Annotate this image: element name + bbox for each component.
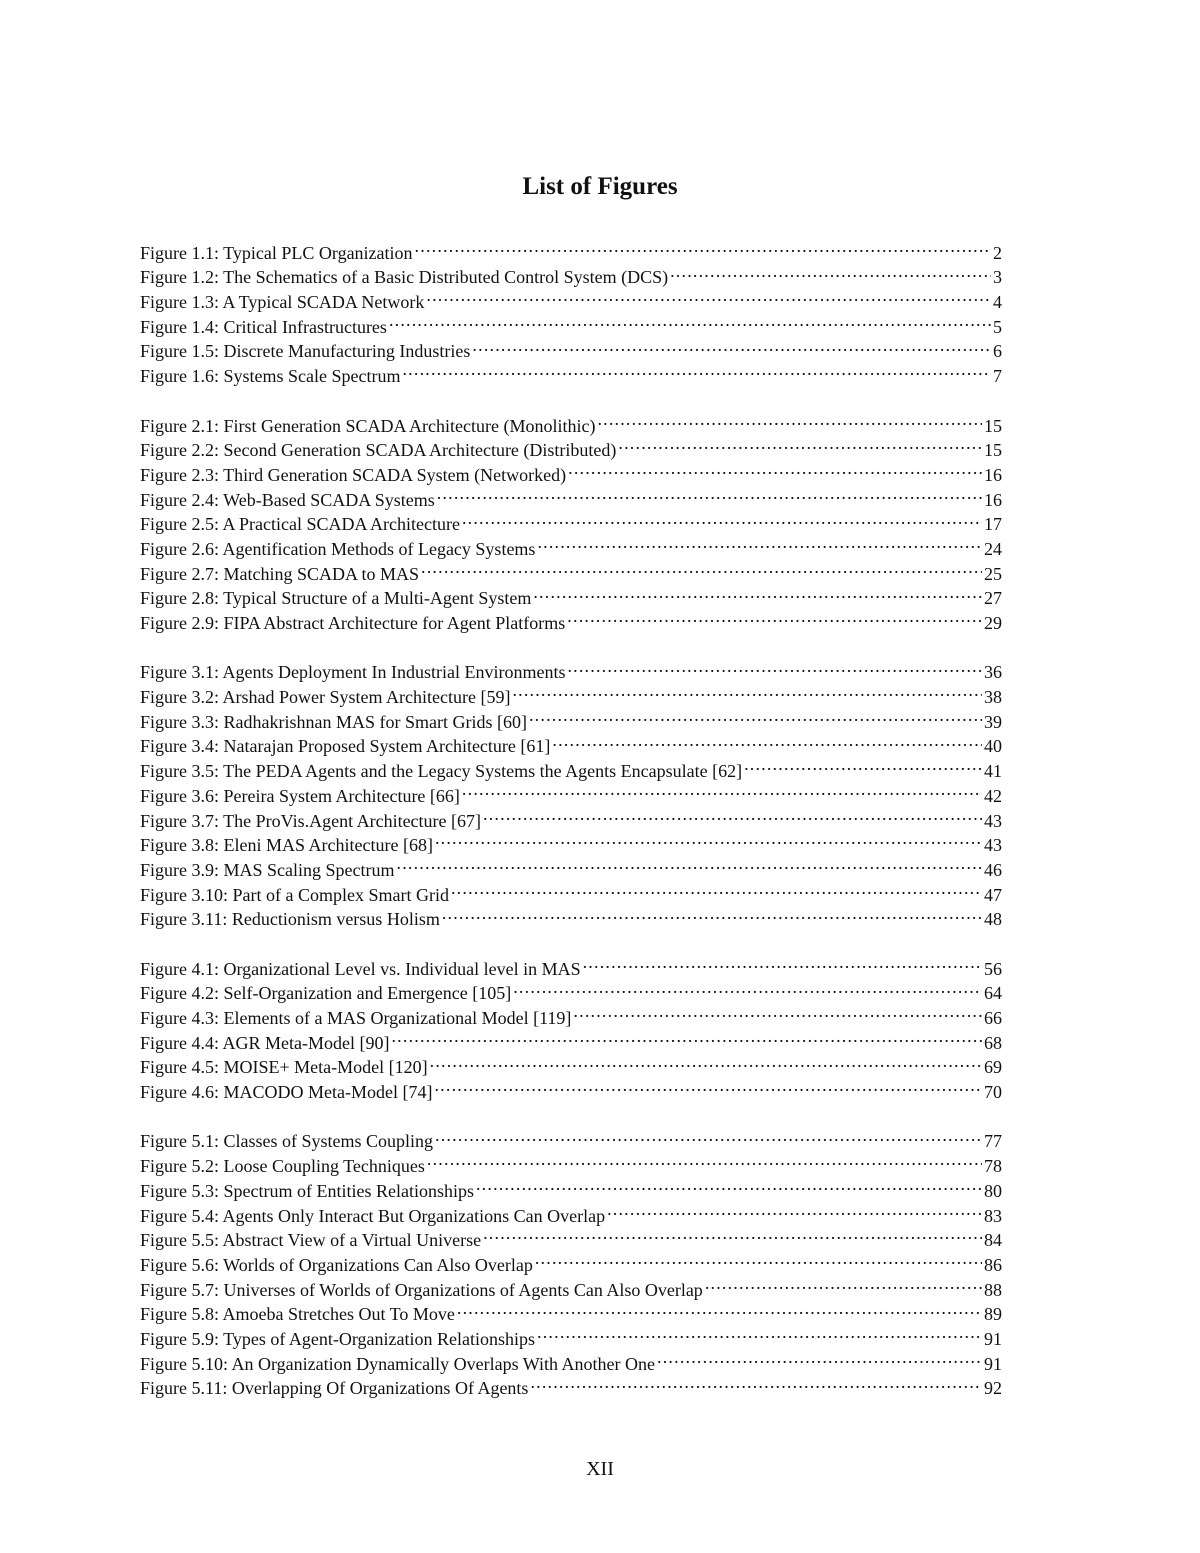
figure-entry-title: Figure 2.3: Third Generation SCADA System (Networked): [140, 464, 567, 485]
dot-leader: [389, 308, 991, 333]
dot-leader: [657, 1345, 982, 1370]
figure-entry-page: 84: [984, 1230, 1002, 1251]
dot-leader: [744, 752, 982, 777]
figure-entry-page: 77: [984, 1131, 1002, 1152]
figure-entry-page: 64: [984, 983, 1002, 1004]
dot-leader: [568, 456, 982, 481]
list-of-figures: [140, 234, 1002, 1419]
dot-leader: [476, 1172, 982, 1197]
figure-entry-page: 15: [984, 415, 1002, 436]
dot-leader: [402, 357, 991, 382]
figure-entry-page: 2: [993, 242, 1002, 263]
figure-entry-page: 66: [984, 1008, 1002, 1028]
figure-entry-title: Figure 3.6: Pereira System Architecture [66]: [140, 785, 460, 806]
figure-entry-title: Figure 1.3: A Typical SCADA Network: [140, 292, 425, 313]
figure-group: [140, 1123, 1002, 1399]
figure-entry-title: Figure 1.4: Critical Infrastructures: [140, 316, 387, 337]
dot-leader: [512, 678, 982, 703]
figure-entry-title: Figure 4.4: AGR Meta-Model [90]: [140, 1032, 390, 1053]
figure-entry-page: 16: [984, 464, 1002, 485]
dot-leader: [552, 728, 982, 753]
figure-entry: [140, 950, 1002, 979]
figure-entry-page: 91: [984, 1353, 1002, 1374]
dot-leader: [415, 234, 991, 259]
figure-entry: [140, 234, 1002, 263]
figure-entry-page: 38: [984, 687, 1002, 708]
figure-entry: [140, 654, 1002, 683]
figure-entry-page: 91: [984, 1328, 1002, 1349]
figure-entry-page: 16: [984, 489, 1002, 510]
figure-entry-page: 6: [993, 341, 1002, 362]
figure-entry-title: Figure 5.5: Abstract View of a Virtual Universe: [140, 1230, 482, 1251]
figure-entry-title: Figure 2.5: A Practical SCADA Architecture: [140, 514, 460, 535]
figure-entry-page: 80: [984, 1180, 1002, 1201]
dot-leader: [462, 777, 982, 802]
figure-entry-page: 78: [984, 1156, 1002, 1177]
figure-entry-page: 70: [984, 1082, 1002, 1103]
page-title: List of Figures: [522, 173, 678, 200]
figure-entry-title: Figure 3.3: Radhakrishnan MAS for Smart Grids [60]: [140, 711, 527, 732]
figure-entry-page: 43: [984, 810, 1002, 831]
dot-leader: [535, 1246, 982, 1271]
figure-entry-page: 5: [993, 316, 1002, 337]
figure-entry-title: Figure 5.4: Agents Only Interact But Organizations Can Overlap: [140, 1205, 606, 1226]
figure-entry-page: 40: [984, 736, 1002, 757]
figure-entry-title: Figure 3.4: Natarajan Proposed System Architecture [61]: [140, 736, 551, 757]
figure-group: [140, 407, 1002, 633]
figure-entry-page: 89: [984, 1304, 1002, 1325]
figure-entry: [140, 1123, 1002, 1152]
figure-entry-title: Figure 5.2: Loose Coupling Techniques: [140, 1156, 425, 1177]
figure-entry-title: Figure 1.2: The Schematics of a Basic Distributed Control System (DCS): [140, 267, 669, 288]
figure-entry-title: Figure 2.2: Second Generation SCADA Architecture (Distributed): [140, 440, 617, 461]
figure-entry-page: 17: [984, 514, 1002, 535]
dot-leader: [483, 1222, 982, 1247]
dot-leader: [537, 530, 982, 555]
figure-entry-page: 56: [984, 958, 1002, 979]
figure-entry-page: 24: [984, 538, 1002, 559]
figure-entry-title: Figure 3.7: The ProVis.Agent Architecture [67]: [140, 810, 482, 831]
figure-entry-page: 42: [984, 785, 1002, 806]
dot-leader: [435, 1123, 982, 1148]
figure-entry-title: Figure 2.1: First Generation SCADA Architecture (Monolithic): [140, 415, 596, 436]
figure-entry-title: Figure 3.10: Part of a Complex Smart Grid: [140, 884, 449, 905]
figure-group: [140, 234, 1002, 387]
dot-leader: [434, 1073, 982, 1098]
figure-entry-title: Figure 4.6: MACODO Meta-Model [74]: [140, 1082, 433, 1103]
figure-entry-page: 36: [984, 662, 1002, 683]
figure-entry-title: Figure 1.6: Systems Scale Spectrum: [140, 366, 401, 387]
figure-entry-title: Figure 2.9: FIPA Abstract Architecture for Agent Platforms: [140, 613, 566, 633]
dot-leader: [597, 407, 982, 432]
dot-leader: [437, 481, 982, 506]
dot-leader: [430, 1049, 982, 1074]
figure-entry-title: Figure 1.5: Discrete Manufacturing Industries: [140, 341, 471, 362]
figure-entry-page: 86: [984, 1254, 1002, 1275]
dot-leader: [530, 1370, 982, 1395]
dot-leader: [573, 999, 982, 1024]
dot-leader: [607, 1197, 982, 1222]
figure-entry-page: 7: [993, 366, 1002, 387]
dot-leader: [513, 975, 982, 1000]
figure-entry-title: Figure 3.8: Eleni MAS Architecture [68]: [140, 835, 433, 856]
dot-leader: [537, 1320, 982, 1345]
dot-leader: [391, 1024, 982, 1049]
dot-leader: [421, 555, 982, 580]
page-number: XII: [586, 1458, 614, 1480]
figure-entry-title: Figure 5.8: Amoeba Stretches Out To Move: [140, 1304, 455, 1325]
figure-entry-title: Figure 5.1: Classes of Systems Coupling: [140, 1131, 434, 1152]
dot-leader: [529, 703, 982, 728]
figure-entry-title: Figure 3.2: Arshad Power System Architecture [59]: [140, 687, 511, 708]
figure-entry-title: Figure 5.6: Worlds of Organizations Can Also Overlap: [140, 1254, 533, 1275]
dot-leader: [426, 283, 991, 308]
figure-entry-page: 83: [984, 1205, 1002, 1226]
figure-entry-title: Figure 5.11: Overlapping Of Organizations Of Agents: [140, 1378, 529, 1399]
figure-entry-title: Figure 4.3: Elements of a MAS Organizational Model [119]: [140, 1008, 572, 1028]
figure-entry-title: Figure 3.5: The PEDA Agents and the Legacy Systems the Agents Encapsulate [62]: [140, 761, 743, 782]
figure-entry-page: 15: [984, 440, 1002, 461]
figure-entry-title: Figure 2.7: Matching SCADA to MAS: [140, 563, 420, 584]
dot-leader: [462, 506, 982, 531]
dot-leader: [435, 827, 982, 852]
figure-entry-title: Figure 5.3: Spectrum of Entities Relationships: [140, 1180, 474, 1201]
dot-leader: [451, 876, 982, 901]
figure-entry-page: 3: [993, 267, 1002, 288]
figure-entry-title: Figure 4.2: Self-Organization and Emergence [105]: [140, 983, 512, 1004]
dot-leader: [583, 950, 982, 975]
figure-entry-title: Figure 4.5: MOISE+ Meta-Model [120]: [140, 1057, 428, 1078]
figure-entry-title: Figure 2.8: Typical Structure of a Multi-Agent System: [140, 588, 532, 609]
figure-entry-title: Figure 3.11: Reductionism versus Holism: [140, 909, 440, 930]
figure-entry-title: Figure 4.1: Organizational Level vs. Individual level in MAS: [140, 958, 581, 979]
dot-leader: [427, 1147, 982, 1172]
figure-entry-page: 92: [984, 1378, 1002, 1399]
figure-entry-page: 25: [984, 563, 1002, 584]
figure-entry: [140, 407, 1002, 436]
dot-leader: [567, 654, 982, 679]
dot-leader: [533, 580, 982, 605]
figure-entry-page: 29: [984, 613, 1002, 633]
figure-entry-title: Figure 1.1: Typical PLC Organization: [140, 242, 413, 263]
figure-entry-title: Figure 2.4: Web-Based SCADA Systems: [140, 489, 435, 510]
figure-entry-page: 4: [993, 292, 1002, 313]
figure-entry-title: Figure 3.9: MAS Scaling Spectrum: [140, 859, 395, 880]
dot-leader: [670, 259, 991, 284]
figure-entry-page: 43: [984, 835, 1002, 856]
figure-entry-page: 41: [984, 761, 1002, 782]
dot-leader: [705, 1271, 982, 1296]
dot-leader: [567, 604, 982, 629]
figure-entry-page: 39: [984, 711, 1002, 732]
dot-leader: [457, 1296, 982, 1321]
figure-entry-page: 27: [984, 588, 1002, 609]
figure-entry-title: Figure 5.10: An Organization Dynamically Overlaps With Another One: [140, 1353, 656, 1374]
figure-entry-page: 47: [984, 884, 1002, 905]
figure-entry-title: Figure 5.7: Universes of Worlds of Organizations of Agents Can Also Overlap: [140, 1279, 703, 1300]
figure-entry-title: Figure 5.9: Types of Agent-Organization Relationships: [140, 1328, 536, 1349]
figure-entry-page: 46: [984, 859, 1002, 880]
dot-leader: [472, 333, 991, 358]
dot-leader: [618, 432, 982, 457]
figure-entry-page: 88: [984, 1279, 1002, 1300]
figure-entry-page: 69: [984, 1057, 1002, 1078]
dot-leader: [442, 901, 982, 926]
dot-leader: [397, 851, 983, 876]
figure-entry-title: Figure 2.6: Agentification Methods of Legacy Systems: [140, 538, 536, 559]
figure-group: [140, 950, 1002, 1103]
figure-group: [140, 654, 1002, 930]
figure-entry-page: 48: [984, 909, 1002, 930]
dot-leader: [483, 802, 982, 827]
figure-entry-title: Figure 3.1: Agents Deployment In Industrial Environments: [140, 662, 566, 683]
figure-entry-page: 68: [984, 1032, 1002, 1053]
